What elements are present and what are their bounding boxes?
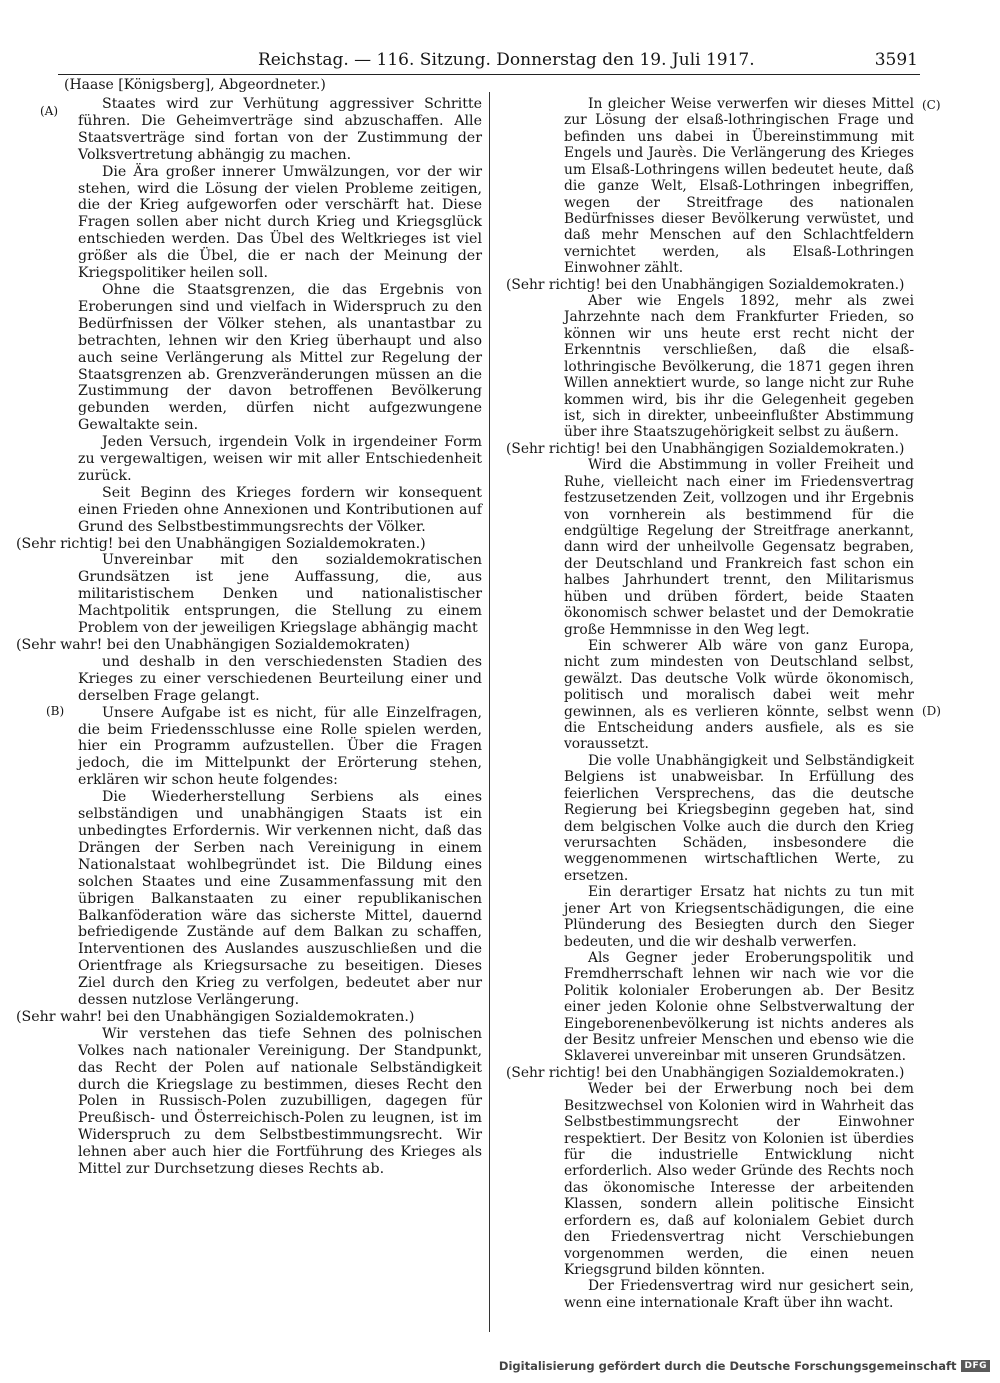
margin-marker-a: (A) bbox=[40, 104, 59, 118]
left-remark: (Sehr wahr! bei den Unabhängigen Sozialdemokraten.) bbox=[16, 1008, 415, 1025]
right-remark: (Sehr richtig! bei den Unabhängigen Sozialdemokraten.) bbox=[506, 440, 905, 457]
left-remark: (Sehr richtig! bei den Unabhängigen Sozialdemokraten.) bbox=[16, 535, 426, 552]
running-title: Reichstag. — 116. Sitzung. Donnerstag den 19. Juli 1917. bbox=[258, 50, 755, 70]
left-paragraph: Die Ära großer innerer Umwälzungen, vor der wir stehen, wird die Lösung der vielen Probleme zeitigen, die der Krieg aufgeworfen oder verschärft hat. Diese Fragen sollen aber nicht durch Krieg und Kriegsglück entschieden werden. Das Übel des Weltkrieges ist viel größer als die Übel, die er nach der Meinung der Kriegspolitiker heilen soll. bbox=[78, 163, 482, 282]
left-paragraph: und deshalb in den verschiedensten Stadien des Krieges zu einer verschiedenen Beurteilung einer und derselben Frage gelangt. bbox=[78, 653, 482, 704]
left-paragraph: Unsere Aufgabe ist es nicht, für alle Einzelfragen, die beim Friedensschlusse eine Rolle spielen werden, hier ein Programm aufzustellen. Über die Fragen jedoch, die im Mittelpunkt der Erörterung stehen, erklären wir schon heute folgendes: bbox=[78, 704, 482, 789]
right-column bbox=[506, 96, 914, 1311]
column-divider bbox=[489, 92, 490, 1332]
margin-marker-d: (D) bbox=[922, 704, 941, 718]
right-paragraph: Ein schwerer Alb wäre von ganz Europa, nicht zum mindesten von Deutschland selbst, gewälzt. Das deutsche Volk würde ökonomisch, politisch und moralisch dabei weit mehr gewinnen, als es verlieren könnte, selbst wenn die Entscheidung anders ausfiele, als es sie voraussetzt. bbox=[564, 637, 914, 753]
left-paragraph: Wir verstehen das tiefe Sehnen des polnischen Volkes nach nationaler Vereinigung. Der Standpunkt, das Recht der Polen auf nationale Selbständigkeit durch die Kriegslage zu bestimmen, dieses Recht den Polen in Russisch-Polen zuzubilligen, dagegen für Preußisch- und Österreichisch-Polen zu leugnen, ist im Widerspruch zu dem Selbstbestimmungsrecht. Wir lehnen aber auch hier die Fortführung des Krieges als Mittel zur Durchsetzung dieses Rechts ab. bbox=[78, 1025, 482, 1178]
right-paragraph: Als Gegner jeder Eroberungspolitik und Fremdherrschaft lehnen wir nach wie vor die Politik kolonialer Eroberungen ab. Der Besitz einer jeden Kolonie ohne Selbstverwaltung der Eingeborenenbevölkerung ist nichts anderes als der Besitz unfreier Menschen und ebenso wie die Sklaverei unvereinbar mit unseren Grundsätzen. bbox=[564, 949, 914, 1065]
left-remark: (Sehr wahr! bei den Unabhängigen Sozialdemokraten) bbox=[16, 637, 410, 653]
right-paragraph: Ein derartiger Ersatz hat nichts zu tun mit jener Art von Kriegsentschädigungen, die eine Plünderung des Besiegten durch den Sieger bedeuten, und die wir deshalb verwerfen. bbox=[564, 884, 914, 950]
right-remark: (Sehr richtig! bei den Unabhängigen Sozialdemokraten.) bbox=[506, 276, 905, 293]
right-remark: (Sehr richtig! bei den Unabhängigen Sozialdemokraten.) bbox=[506, 1064, 905, 1081]
left-paragraph: Seit Beginn des Krieges fordern wir konsequent einen Frieden ohne Annexionen und Kontributionen auf Grund des Selbstbestimmungsrechts der Völker. bbox=[78, 484, 482, 535]
page-number: 3591 bbox=[874, 50, 918, 70]
left-paragraph: Staates wird zur Verhütung aggressiver Schritte führen. Die Geheimverträge sind abzuschaffen. Alle Staatsverträge sind fortan von der Zustimmung der Volksvertretung abhängig zu machen. bbox=[78, 96, 482, 163]
dfg-logo: DFG bbox=[961, 1360, 990, 1372]
left-paragraph: Ohne die Staatsgrenzen, die das Ergebnis von Eroberungen sind und vielfach in Widerspruch zu den Bedürfnissen der Völker stehen, als unantastbar zu betrachten, lehnen wir den Krieg überhaupt und also auch seine Verlängerung als Mittel zur Regelung der Staatsgrenzen ab. Grenzveränderungen müssen an die Zustimmung der davon betroffenen Bevölkerung gebunden werden, dürfen nicht aufgezwungene Gewaltakte sein. bbox=[78, 281, 482, 434]
footer bbox=[499, 1359, 990, 1373]
footer-credit: Digitalisierung gefördert durch die Deutsche Forschungsgemeinschaft bbox=[498, 1359, 957, 1373]
left-paragraph: Jeden Versuch, irgendein Volk in irgendeiner Form zu vergewaltigen, weisen wir mit aller Entschiedenheit zurück. bbox=[78, 434, 482, 484]
left-paragraph: Die Wiederherstellung Serbiens als eines selbständigen und unabhängigen Staats ist ein unbedingtes Erfordernis. Wir verkennen nicht, daß das Drängen der Serben nach Vereinigung in einem Nationalstaat wohlbegründet ist. Die Bildung eines solchen Staates und eine Zusammenfassung mit den übrigen Balkanstaaten zu einer republikanischen Balkanföderation wäre das sicherste Mittel, dauernd befriedigende Zustände auf dem Balkan zu schaffen, Interventionen des Auslandes auszuschließen und die Orientfrage als Kriegsursache zu beseitigen. Dieses Ziel durch den Krieg zu verfolgen, bedeutet aber nur dessen nutzlose Verlängerung. bbox=[78, 789, 482, 1009]
right-paragraph: In gleicher Weise verwerfen wir dieses Mittel zur Lösung der elsaß-lothringischen Frage und befinden uns dabei in Übereinstimmung mit Engels und Jaurès. Die Verlängerung des Krieges um Elsaß-Lothringens willen bedeutet heute, daß die ganze Welt, Elsaß-Lothringen inbegriffen, wegen der Streitfrage des nationalen Bedürfnisses dieser Bevölkerung verwüstet, und daß mehr Menschen auf den Schlachtfeldern vernichtet werden, als Elsaß-Lothringen Einwohner zählt. bbox=[564, 96, 914, 277]
left-paragraph: Unvereinbar mit den sozialdemokratischen Grundsätzen ist jene Auffassung, die, aus militaristischem Denken und nationalistischer Machtpolitik entsprungen, die Stellung zu einem Problem von der jeweiligen Kriegslage abhängig macht bbox=[78, 552, 482, 637]
right-paragraph: Wird die Abstimmung in voller Freiheit und Ruhe, vielleicht nach einer im Friedensvertrag festzusetzenden Zeit, vollzogen und ihr Ergebnis von vornherein als bestimmend für die endgültige Regelung der Streitfrage anerkannt, dann wird der unheilvolle Gegensatz begraben, der Deutschland und Frankreich fast schon ein halbes Jahrhundert trennt, den Militarismus hüben und drüben fördert, beide Staaten ökonomisch schwer belastet und der Demokratie große Hemmnisse in den Weg legt. bbox=[564, 457, 914, 638]
speaker-line: (Haase [Königsberg], Abgeordneter.) bbox=[64, 77, 326, 93]
right-paragraph: Die volle Unabhängigkeit und Selbständigkeit Belgiens ist unabweisbar. In Erfüllung des feierlichen Versprechens, das die deutsche Regierung bei Kriegsbeginn gegeben hat, sind dem belgischen Volke auch die durch den Krieg verursachten Schäden, insbesondere die weggenommenen wirtschaftlichen Werte, zu ersetzen. bbox=[564, 752, 914, 884]
margin-marker-b: (B) bbox=[46, 704, 65, 718]
right-paragraph: Weder bei der Erwerbung noch bei dem Besitzwechsel von Kolonien wird in Wahrheit das Selbstbestimmungsrecht der Einwohner respektiert. Der Besitz von Kolonien ist überdies für die industrielle Entwicklung nicht erforderlich. Also weder Gründe des Rechts noch das ökonomische Interesse der arbeitenden Klassen, sondern allein politische Einsicht erfordern es, daß auf kolonialem Gebiet durch den Friedensvertrag nicht Verschiebungen vorgenommen werden, die einen neuen Kriegsgrund bilden könnten. bbox=[564, 1081, 914, 1278]
margin-marker-c: (C) bbox=[922, 98, 941, 112]
header-rule bbox=[58, 74, 920, 75]
right-paragraph: Der Friedensvertrag wird nur gesichert sein, wenn eine internationale Kraft über ihn wacht. bbox=[564, 1278, 914, 1311]
right-paragraph: Aber wie Engels 1892, mehr als zwei Jahrzehnte nach dem Frankfurter Frieden, so können wir uns heute erst recht nicht der Erkenntnis verschließen, daß die elsaß-lothringische Bevölkerung, die 1871 gegen ihren Willen annektiert wurde, so lange nicht zur Ruhe kommen wird, bis ihr die Gelegenheit gegeben ist, sich in direkter, unbeeinflußter Abstimmung über ihre Staatszugehörigkeit selbst zu äußern. bbox=[564, 293, 914, 441]
left-column bbox=[16, 96, 482, 1178]
